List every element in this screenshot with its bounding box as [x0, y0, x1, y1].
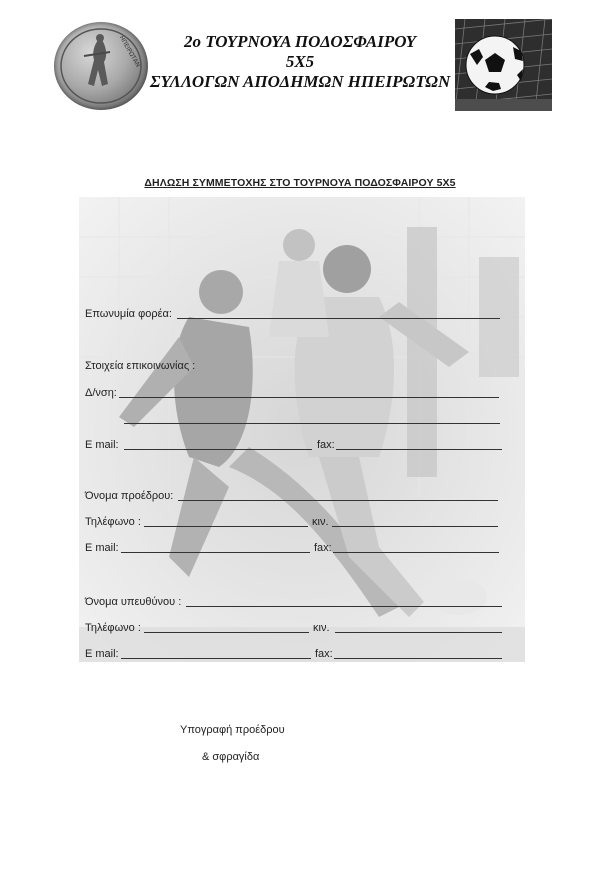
mobile-field-2[interactable] [335, 632, 502, 633]
email-label-2: E mail: [85, 542, 119, 554]
fax-field-1[interactable] [336, 449, 502, 450]
email-field-1[interactable] [124, 449, 312, 450]
title-line-3: ΣΥΛΛΟΓΩΝ ΑΠΟΔΗΜΩΝ ΗΠΕΙΡΩΤΩΝ [150, 72, 451, 91]
fax-label-3: fax: [315, 648, 333, 660]
email-label-1: E mail: [85, 439, 119, 451]
title-line-2: 5Χ5 [285, 52, 315, 71]
phone-label-1: Τηλέφωνο : [85, 516, 141, 528]
address-field-1[interactable] [119, 397, 499, 398]
signature-label: Υπογραφή προέδρου [180, 724, 285, 736]
phone-field-2[interactable] [144, 632, 309, 633]
fax-field-3[interactable] [334, 658, 502, 659]
contact-heading: Στοιχεία επικοινωνίας : [85, 360, 196, 372]
mobile-field-1[interactable] [332, 526, 498, 527]
address-field-2[interactable] [124, 423, 500, 424]
background-photo [79, 197, 525, 662]
soccer-ball-photo [455, 19, 552, 111]
fax-label-1: fax: [317, 439, 335, 451]
mobile-label-1: κιν. [312, 516, 329, 528]
tournament-title [150, 32, 450, 92]
responsible-name-field[interactable] [186, 606, 502, 607]
coin-logo [54, 22, 148, 110]
phone-field-1[interactable] [144, 526, 308, 527]
fax-field-2[interactable] [333, 552, 499, 553]
email-field-2[interactable] [121, 552, 310, 553]
fax-label-2: fax: [314, 542, 332, 554]
coin-inscription: ΗΠΕΙΡΩΤΑΝ [117, 34, 142, 69]
org-name-label: Επωνυμία φορέα: [85, 308, 172, 320]
stamp-label: & σφραγίδα [202, 751, 260, 763]
email-label-3: E mail: [85, 648, 119, 660]
email-field-3[interactable] [121, 658, 311, 659]
form-heading: ΔΗΛΩΣΗ ΣΥΜΜΕΤΟΧΗΣ ΣΤΟ ΤΟΥΡΝΟΥΑ ΠΟΔΟΣΦΑΙΡΟΥ 5Χ5 [144, 177, 456, 189]
org-name-field[interactable] [177, 318, 500, 319]
president-label: Όνομα προέδρου: [85, 490, 174, 502]
title-line-1: 2ο ΤΟΥΡΝΟΥΑ ΠΟΔΟΣΦΑΙΡΟΥ [183, 32, 417, 51]
phone-label-2: Τηλέφωνο : [85, 622, 141, 634]
president-name-field[interactable] [178, 500, 498, 501]
responsible-label: Όνομα υπευθύνου : [85, 596, 182, 608]
address-label: Δ/νση: [85, 387, 117, 399]
mobile-label-2: κιν. [313, 622, 330, 634]
